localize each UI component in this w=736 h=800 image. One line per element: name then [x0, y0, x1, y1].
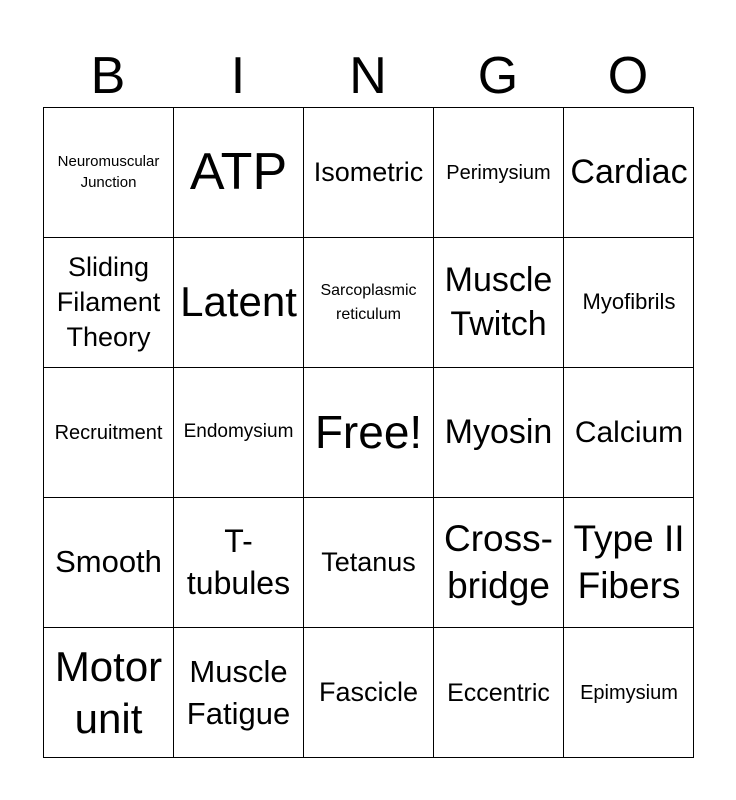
bingo-cell[interactable]: Sliding Filament Theory [44, 238, 174, 368]
bingo-cell[interactable]: Myosin [434, 368, 564, 498]
header-letter-o: O [607, 47, 649, 105]
header-letter-b: B [90, 47, 126, 105]
bingo-cell[interactable]: ATP [174, 108, 304, 238]
bingo-cell[interactable]: Cardiac [564, 108, 694, 238]
bingo-card-grid [43, 107, 694, 758]
bingo-cell[interactable]: Muscle Twitch [434, 238, 564, 368]
bingo-cell[interactable]: Cross-bridge [434, 498, 564, 628]
bingo-cell[interactable]: Calcium [564, 368, 694, 498]
bingo-cell[interactable]: Epimysium [580, 682, 678, 704]
bingo-cell[interactable]: Sarcoplasmic reticulum [304, 238, 434, 368]
bingo-cell[interactable]: Free! [304, 368, 434, 498]
bingo-cell[interactable]: Latent [174, 238, 304, 368]
header-letter-i: I [230, 47, 246, 105]
bingo-cell[interactable]: Fascicle [304, 628, 434, 758]
bingo-cell[interactable]: Recruitment [44, 368, 174, 498]
header-letter-g: G [477, 47, 519, 105]
bingo-cell[interactable]: Endomysium [174, 368, 304, 498]
bingo-header [43, 44, 693, 108]
bingo-cell[interactable]: Perimysium [434, 108, 564, 238]
bingo-cell[interactable]: Type II Fibers [564, 498, 694, 628]
bingo-cell[interactable]: Isometric [304, 108, 434, 238]
header-letter-n: N [349, 47, 387, 105]
bingo-cell[interactable]: Smooth [44, 498, 174, 628]
bingo-cell[interactable]: Eccentric [434, 628, 564, 758]
bingo-cell[interactable]: Myofibrils [564, 238, 694, 368]
bingo-cell[interactable]: Muscle Fatigue [174, 628, 304, 758]
bingo-cell[interactable]: T-tubules [174, 498, 304, 628]
bingo-cell[interactable]: Neuromuscular Junction [44, 108, 174, 238]
bingo-cell[interactable]: Motor unit [44, 628, 174, 758]
bingo-cell[interactable]: Tetanus [304, 498, 434, 628]
